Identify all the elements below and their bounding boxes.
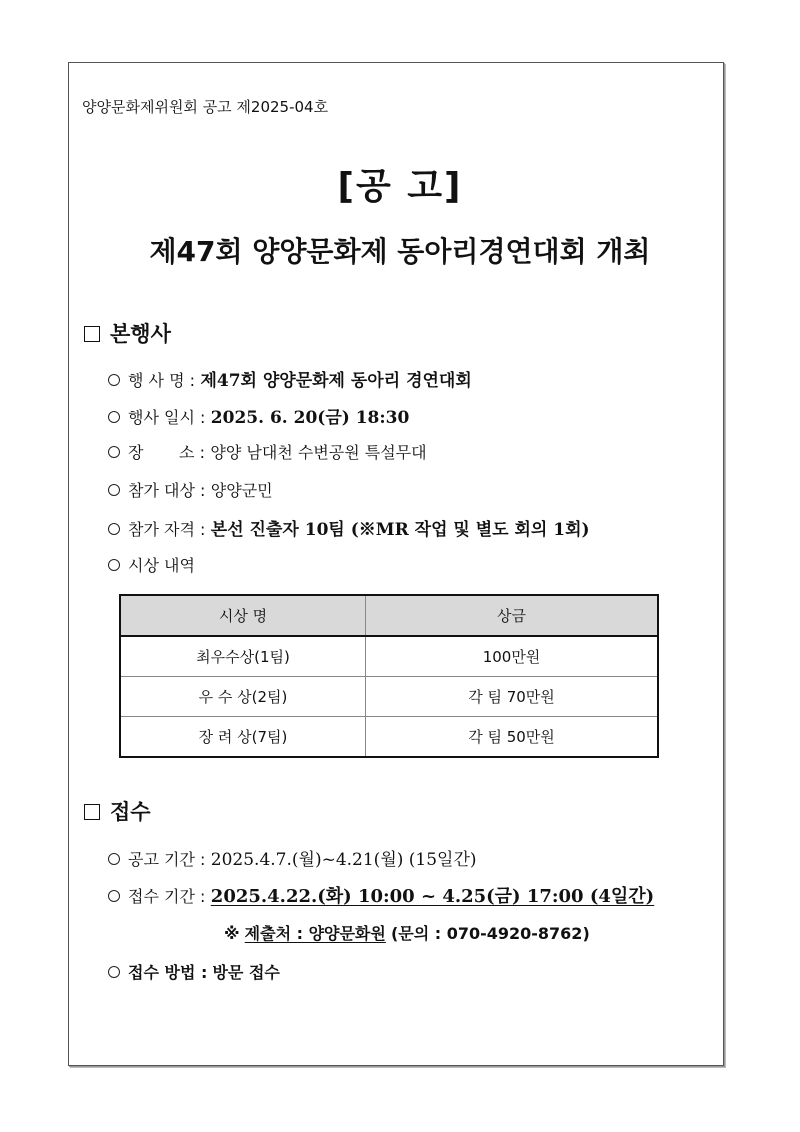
- table-row: [120, 636, 658, 677]
- circle-bullet-icon: [108, 853, 120, 865]
- reception-method-item: 접수 방법 : 방문 접수: [108, 960, 280, 983]
- square-bullet-icon: [84, 326, 100, 342]
- square-bullet-icon: [84, 804, 100, 820]
- circle-bullet-icon: [108, 559, 120, 571]
- section-main-event-heading: 본행사: [84, 318, 171, 348]
- event-qualification-item: 참가 자격 : 본선 진출자 10팀 (※MR 작업 및 별도 회의 1회): [108, 515, 590, 540]
- event-date-item: 행사 일시 : 2025. 6. 20(금) 18:30: [108, 403, 409, 428]
- circle-bullet-icon: [108, 890, 120, 902]
- award-amount-cell: 100만원: [366, 636, 659, 677]
- table-row: [120, 677, 658, 717]
- event-awards-item: 시상 내역: [108, 553, 195, 576]
- circle-bullet-icon: [108, 411, 120, 423]
- table-header-cell: 시상 명: [120, 595, 366, 636]
- circle-bullet-icon: [108, 446, 120, 458]
- award-name-cell: 우 수 상(2팀): [120, 677, 366, 717]
- circle-bullet-icon: [108, 966, 120, 978]
- reception-period-item: 접수 기간 : 2025.4.22.(화) 10:00 ~ 4.25(금) 17:00 (4일간): [108, 882, 654, 908]
- page-title: [공 고]: [337, 166, 463, 207]
- award-amount-cell: 각 팀 50만원: [366, 717, 659, 758]
- table-header-cell: 상금: [366, 595, 659, 636]
- table-row: [120, 717, 658, 758]
- circle-bullet-icon: [108, 523, 120, 535]
- submission-info: ※ 제출처 : 양양문화원 (문의 : 070-4920-8762): [224, 924, 590, 943]
- notice-number: 양양문화제위원회 공고 제2025-04호: [82, 98, 329, 116]
- award-amount-cell: 각 팀 70만원: [366, 677, 659, 717]
- prize-table: [119, 594, 659, 758]
- page-subtitle: 제47회 양양문화제 동아리경연대회 개최: [149, 235, 651, 268]
- award-name-cell: 장 려 상(7팀): [120, 717, 366, 758]
- circle-bullet-icon: [108, 484, 120, 496]
- section-reception-heading: 접수: [84, 796, 151, 826]
- event-name-item: 행 사 명 : 제47회 양양문화제 동아리 경연대회: [108, 366, 472, 391]
- notice-period-item: 공고 기간 : 2025.4.7.(월)~4.21(월) (15일간): [108, 845, 477, 870]
- event-target-item: 참가 대상 : 양양군민: [108, 478, 273, 501]
- table-header-row: [120, 595, 658, 636]
- circle-bullet-icon: [108, 374, 120, 386]
- event-place-item: 장 소 : 양양 남대천 수변공원 특설무대: [108, 440, 427, 463]
- award-name-cell: 최우수상(1팀): [120, 636, 366, 677]
